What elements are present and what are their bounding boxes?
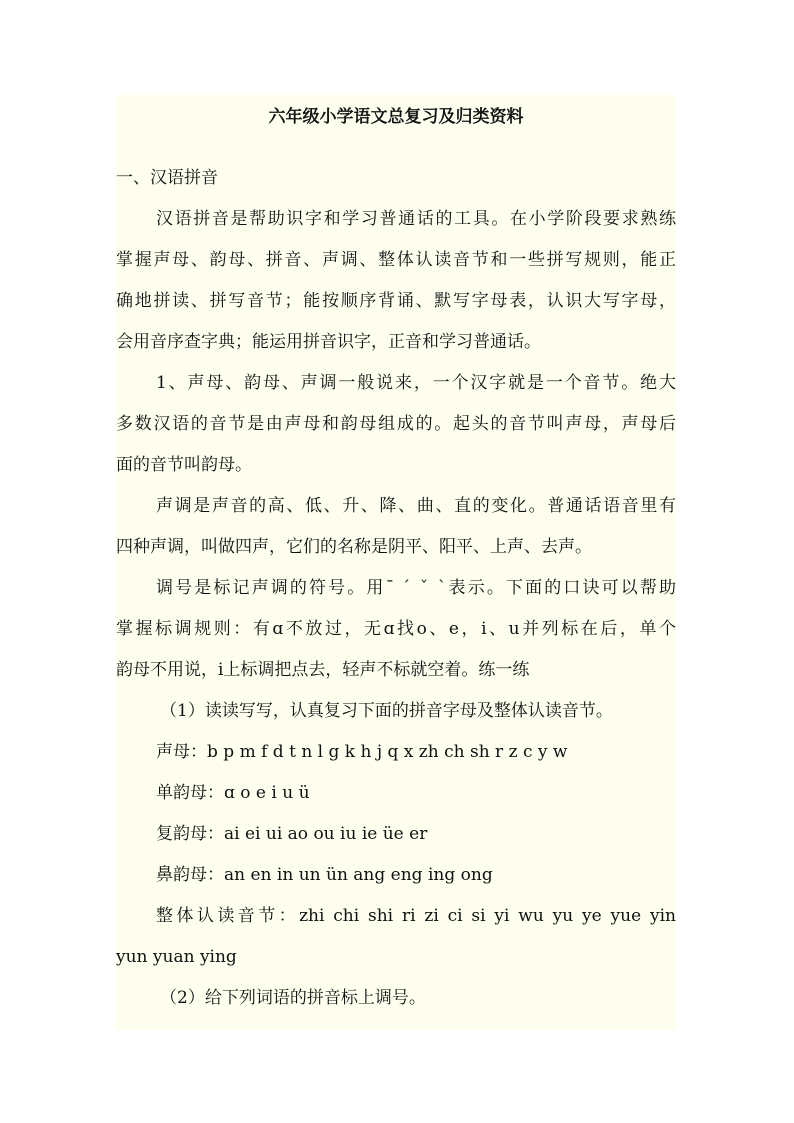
pinyin-line: yun yuan ying	[116, 947, 237, 967]
paragraph-line: 会用音序查字典；能运用拼音识字，正音和学习普通话。	[116, 332, 541, 352]
pinyin-line: 声母：b p m f d t n l g k h j q x zh ch sh r z c y w	[156, 742, 568, 762]
document-title: 六年级小学语文总复习及归类资料	[268, 107, 524, 127]
paragraph-line: 多数汉语的音节是由声母和韵母组成的。起头的音节叫声母，声母后	[116, 414, 676, 434]
pinyin-line: 鼻韵母：an en in un ün ang eng ing ong	[156, 865, 493, 885]
exercise-heading: （1）读读写写，认真复习下面的拼音字母及整体认读音节。	[160, 701, 613, 721]
paragraph-line: 韵母不用说，i上标调把点去，轻声不标就空着。练一练	[116, 660, 530, 680]
document-page	[116, 95, 676, 1030]
paragraph-line: 确地拼读、拼写音节；能按顺序背诵、默写字母表，认识大写字母，	[116, 291, 676, 311]
paragraph-line: 掌握声母、韵母、拼音、声调、整体认读音节和一些拼写规则，能正	[116, 250, 676, 270]
paragraph-line: 四种声调，叫做四声，它们的名称是阴平、阳平、上声、去声。	[116, 537, 592, 557]
paragraph-line: 汉语拼音是帮助识字和学习普通话的工具。在小学阶段要求熟练	[156, 209, 676, 229]
paragraph-line: 1、声母、韵母、声调一般说来，一个汉字就是一个音节。绝大	[156, 373, 676, 393]
section-heading: 一、汉语拼音	[116, 168, 218, 188]
pinyin-line: 单韵母：ɑ o e i u ü	[156, 783, 310, 803]
exercise-heading: （2）给下列词语的拼音标上调号。	[160, 988, 426, 1008]
paragraph-line: 掌握标调规则：有ɑ不放过，无ɑ找o、e，i、u并列标在后，单个	[116, 619, 676, 639]
paragraph-line: 面的音节叫韵母。	[116, 455, 252, 475]
pinyin-line: 复韵母：ai ei ui ao ou iu ie üe er	[156, 824, 428, 844]
paragraph-line: 声调是声音的高、低、升、降、曲、直的变化。普通话语音里有	[156, 496, 676, 516]
pinyin-line: 整体认读音节：zhi chi shi ri zi ci si yi wu yu ye yue yin	[156, 906, 676, 926]
paragraph-line: 调号是标记声调的符号。用ˉ ˊ ˇ ˋ表示。下面的口诀可以帮助	[156, 578, 676, 598]
